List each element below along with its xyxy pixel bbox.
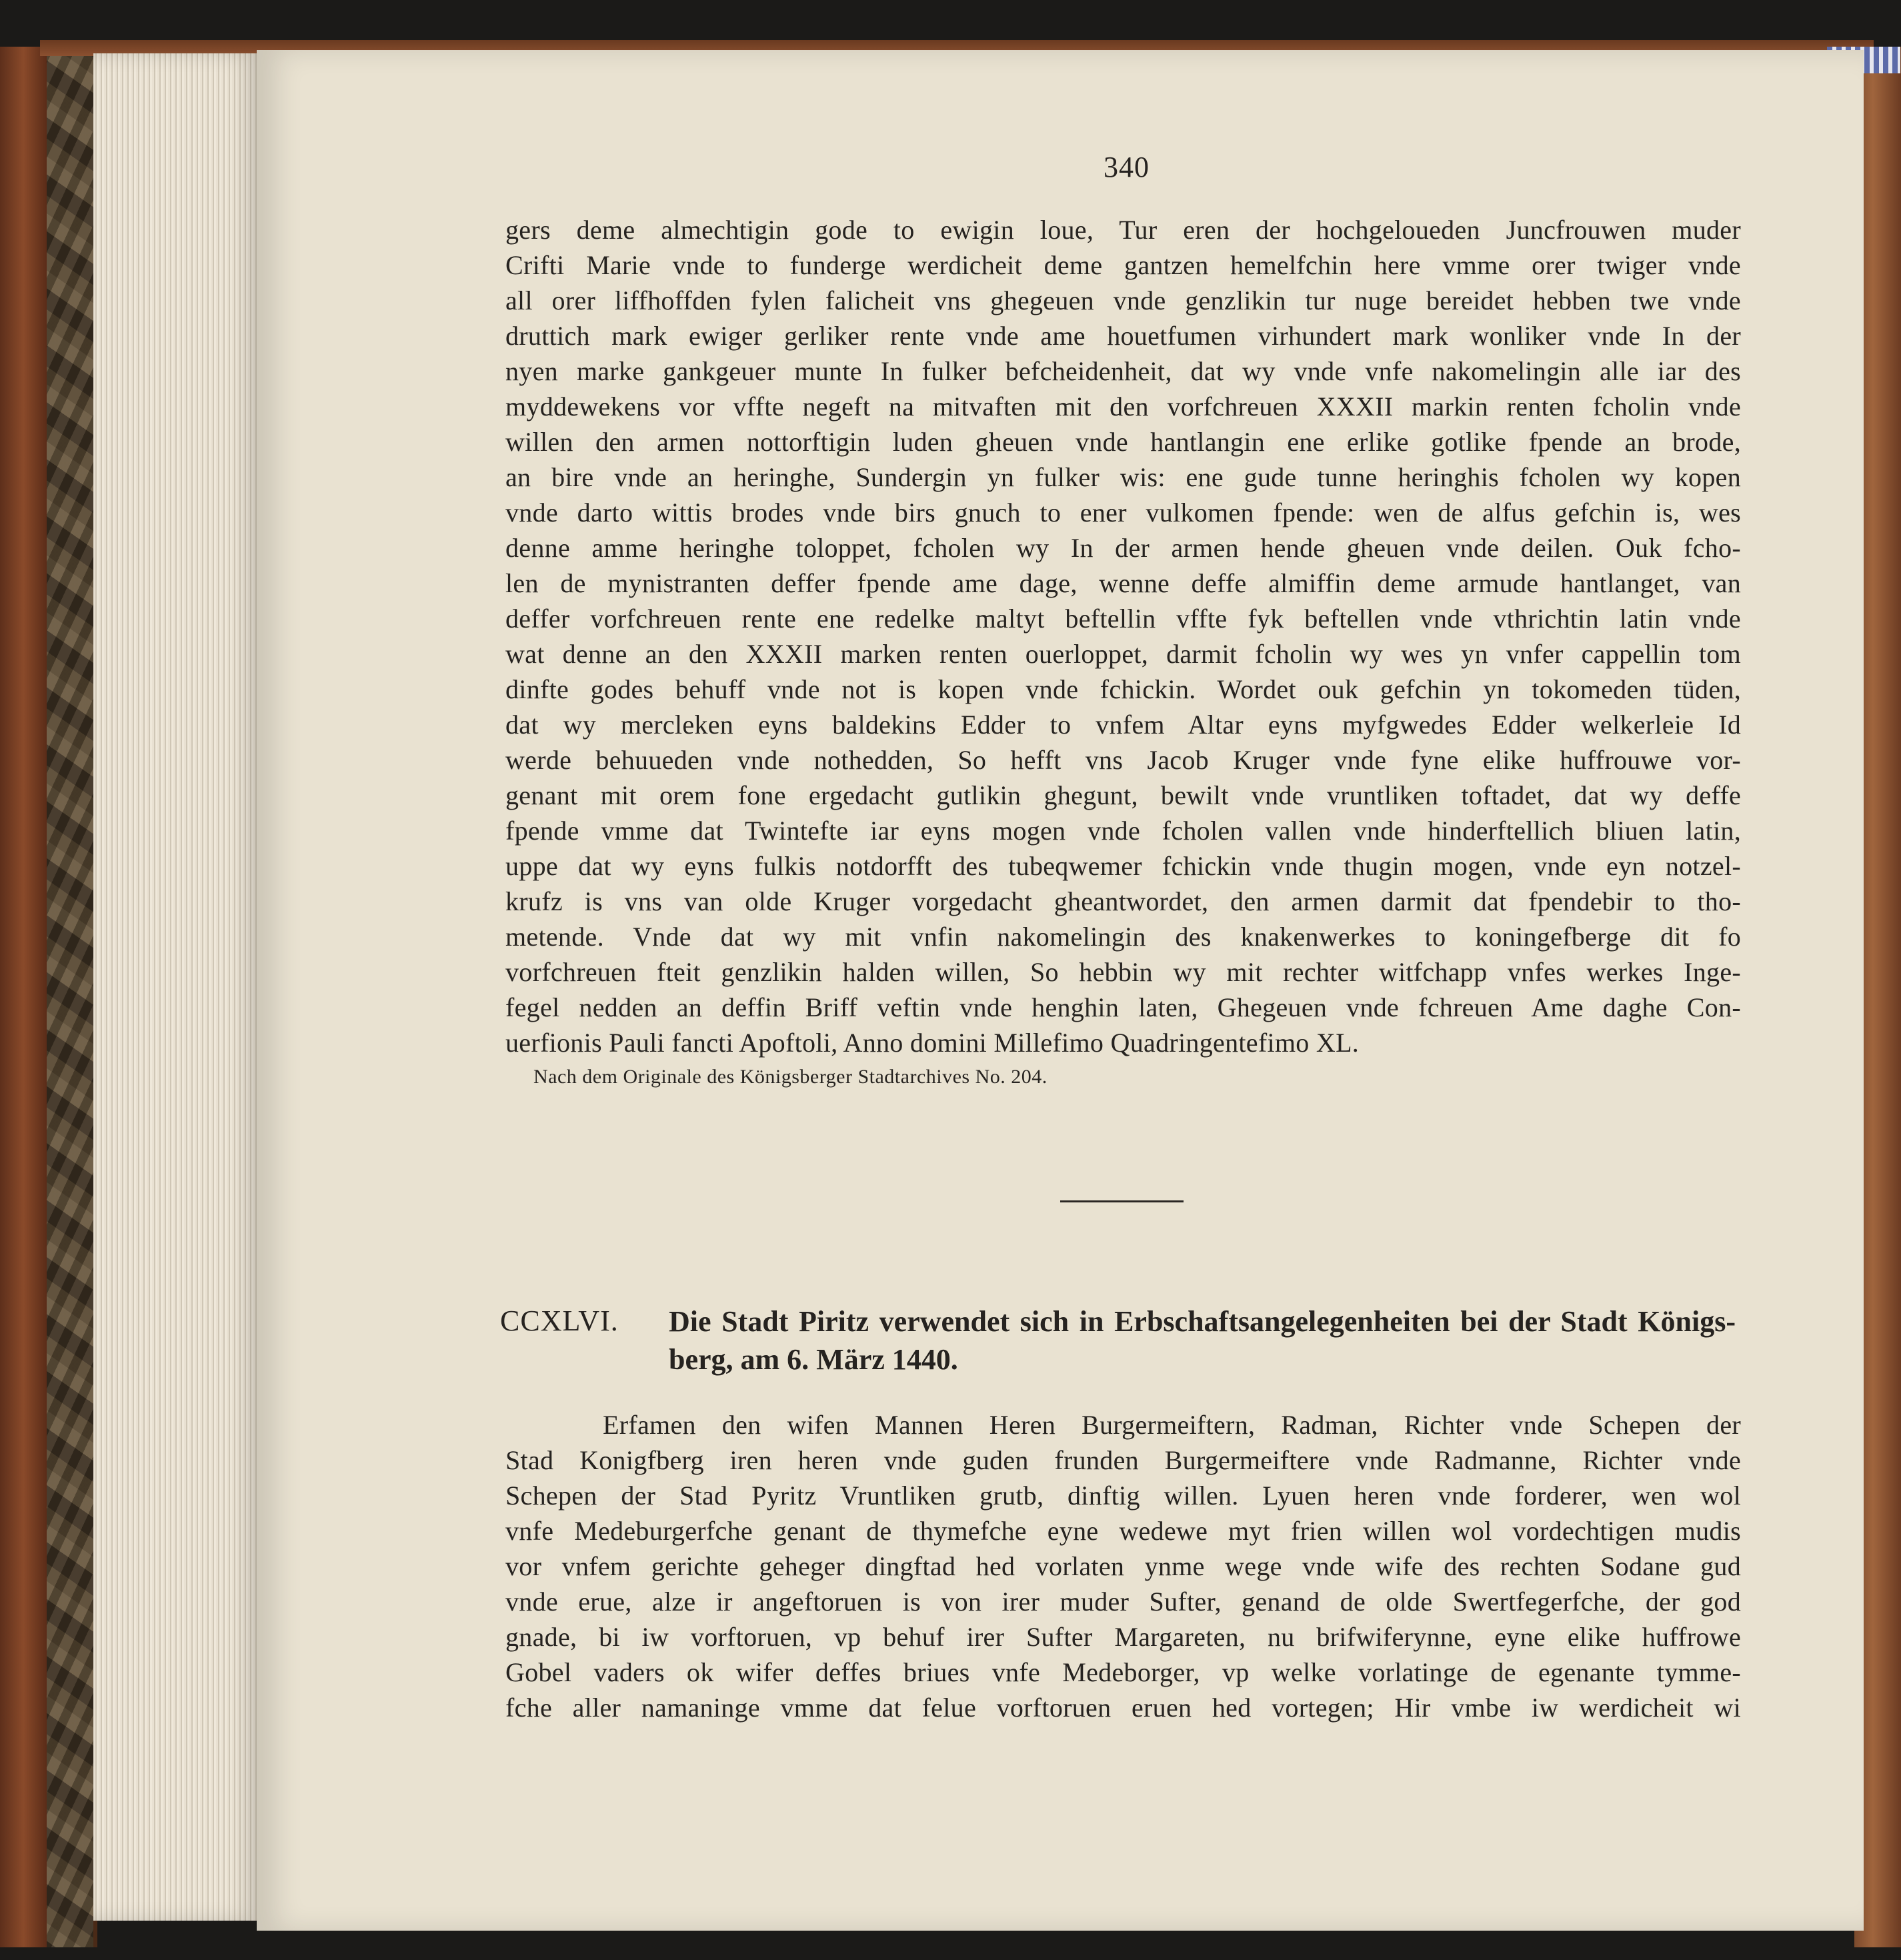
document-number: CCXLVI. bbox=[500, 1304, 619, 1337]
page-edges bbox=[93, 53, 260, 1921]
text-line: dat wy mercleken eyns baldekins Edder to vnfem Altar eyns myfgwedes Edder welkerleie Id bbox=[505, 710, 1741, 740]
text-line: Crifti Marie vnde to funderge werdicheit deme gantzen hemelfchin here vmme orer twiger vnde bbox=[505, 250, 1741, 280]
text-line: uerfionis Pauli fancti Apoftoli, Anno domini Millefimo Quadringentefimo XL. bbox=[505, 1028, 1360, 1058]
text-line: Stad Konigfberg iren heren vnde guden frunden Burgermeiftere vnde Radmanne, Richter vnde bbox=[505, 1445, 1741, 1475]
book-spine-edge bbox=[0, 47, 47, 1947]
title-line: Die Stadt Piritz verwendet sich in Erbschaftsangelegenheiten bei der Stadt Königs- bbox=[669, 1305, 1736, 1338]
text-line: fegel nedden an deffin Briff veftin vnde henghin laten, Ghegeuen vnde fchreuen Ame daghe Con- bbox=[505, 992, 1741, 1022]
text-line: Gobel vaders ok wifer deffes briues vnfe Medeborger, vp welke vorlatinge de egenante tymme- bbox=[505, 1657, 1741, 1687]
text-line: willen den armen nottorftigin luden gheuen vnde hantlangin ene erlike gotlike fpende an brode, bbox=[505, 427, 1741, 457]
text-line: vor vnfem gerichte geheger dingftad hed vorlaten ynme wege vnde wife des rechten Sodane gud bbox=[505, 1551, 1741, 1581]
text-line: deffer vorfchreuen rente ene redelke maltyt beftellin vffte fyk beftellen vnde vthrichtin latin vnde bbox=[505, 604, 1741, 634]
page-number: 340 bbox=[1104, 151, 1150, 183]
text-line: vorfchreuen fteit genzlikin halden willen, So hebbin wy mit rechter witfchapp vnfes werkes Inge- bbox=[505, 957, 1741, 987]
text-line: fpende vmme dat Twintefte iar eyns mogen vnde fcholen vallen vnde hinderftellich bliuen latin, bbox=[505, 816, 1741, 846]
text-line: denne amme heringhe toloppet, fcholen wy In der armen hende gheuen vnde deilen. Ouk fcho- bbox=[505, 533, 1741, 563]
text-line: metende. Vnde dat wy mit vnfin nakomelingin des knakenwerkes to koningefberge dit fo bbox=[505, 922, 1741, 952]
text-line: werde behuueden vnde nothedden, So hefft vns Jacob Kruger vnde fyne elike huffrouwe vor- bbox=[505, 745, 1741, 775]
text-line: vnfe Medeburgerfche genant de thymefche eyne wedewe myt frien willen wol vordechtigen mudis bbox=[505, 1516, 1741, 1546]
text-line: dinfte godes behuff vnde not is kopen vnde fchickin. Wordet ouk gefchin yn tokomeden tüden, bbox=[505, 674, 1741, 704]
text-line: vnde erue, alze ir angeftoruen is von irer muder Sufter, genand de olde Swertfegerfche, der god bbox=[505, 1587, 1741, 1617]
source-note: Nach dem Originale des Königsberger Stadtarchives No. 204. bbox=[533, 1066, 1048, 1088]
text-line: fche aller namaninge vmme dat felue vorftoruen eruen hed vortegen; Hir vmbe iw werdicheit wi bbox=[505, 1693, 1741, 1723]
text-line: all orer liffhoffden fylen falicheit vns ghegeuen vnde genzlikin tur nuge bereidet hebben twe vnde bbox=[505, 285, 1741, 315]
text-line: uppe dat wy eyns fulkis notdorfft des tubeqwemer fchickin vnde thugin mogen, vnde eyn notzel- bbox=[505, 851, 1741, 881]
section-divider bbox=[1060, 1200, 1184, 1202]
text-line: nyen marke gankgeuer munte In fulker befcheidenheit, dat wy vnde vnfe nakomelingin alle iar des bbox=[505, 356, 1741, 386]
text-line: Schepen der Stad Pyritz Vruntliken grutb, dinftig willen. Lyuen heren vnde forderer, wen wol bbox=[505, 1481, 1741, 1511]
text-line: an bire vnde an heringhe, Sundergin yn fulker wis: ene gude tunne heringhis fcholen wy kopen bbox=[505, 462, 1741, 492]
text-line: len de mynistranten deffer fpende ame dage, wenne deffe almiffin deme armude hantlanget, van bbox=[505, 568, 1741, 598]
text-line: vnde darto wittis brodes vnde birs gnuch to ener vulkomen fpende: wen de alfus gefchin is, wes bbox=[505, 498, 1741, 528]
first-document-text bbox=[505, 212, 1741, 1060]
text-line: myddewekens vor vffte negeft na mitvaften mit den vorfchreuen XXXII markin renten fcholin vnde bbox=[505, 391, 1741, 421]
title-line: berg, am 6. März 1440. bbox=[669, 1343, 958, 1376]
text-line: gers deme almechtigin gode to ewigin loue, Tur eren der hochgeloueden Juncfrouwen muder bbox=[505, 215, 1741, 245]
text-line: druttich mark ewiger gerliker rente vnde ame houetfumen virhundert mark wonliker vnde In der bbox=[505, 321, 1741, 351]
text-line: krufz is vns van olde Kruger vorgedacht gheantwordet, den armen darmit dat fpendebir to tho- bbox=[505, 886, 1741, 916]
text-line: Erfamen den wifen Mannen Heren Burgermeiftern, Radman, Richter vnde Schepen der bbox=[603, 1410, 1741, 1440]
second-document-text bbox=[505, 1407, 1741, 1725]
document-title bbox=[669, 1302, 1736, 1378]
text-line: genant mit orem fone ergedacht gutlikin ghegunt, bewilt vnde vruntliken toftadet, dat wy deffe bbox=[505, 780, 1741, 810]
text-line: gnade, bi iw vorftoruen, vp behuf irer Sufter Margareten, nu brifwiferynne, eyne elike huffrowe bbox=[505, 1622, 1741, 1652]
text-line: wat denne an den XXXII marken renten ouerloppet, darmit fcholin wy wes yn vnfer cappellin tom bbox=[505, 639, 1741, 669]
